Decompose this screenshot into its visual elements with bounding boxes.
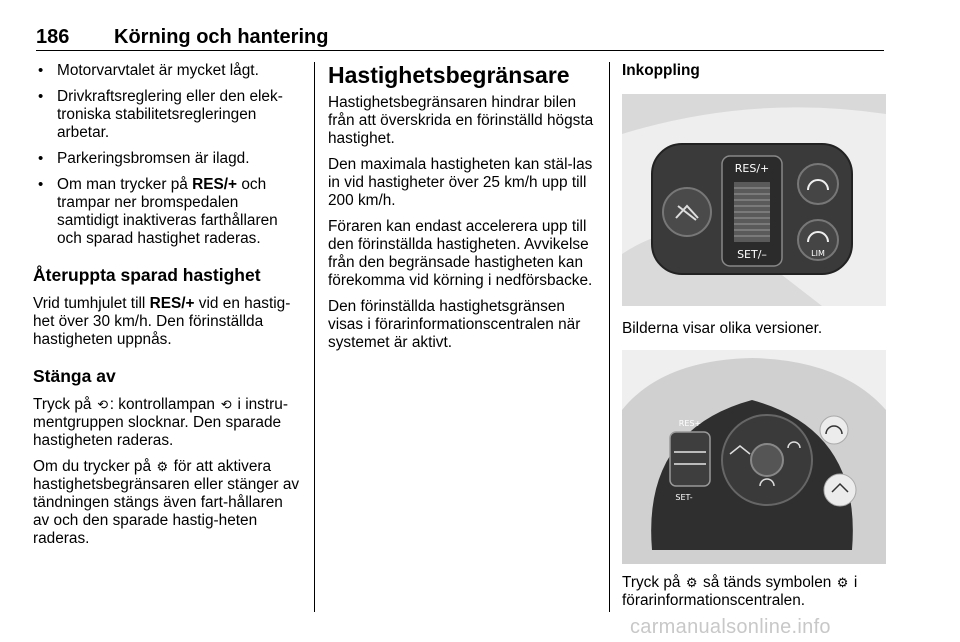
photo-label-set: SET- (675, 493, 693, 502)
photo-label-res: RES+ (678, 419, 702, 428)
steering-controls-photo-1 (622, 94, 886, 306)
limiter-icon: ⚙ (685, 575, 698, 590)
page-number: 186 (36, 26, 70, 48)
photo-label-res: RES/+ (734, 162, 770, 175)
paragraph: Hastighetsbegränsaren hindrar bilen från att överskrida en förinställd högsta hastighet. (328, 94, 594, 147)
steering-controls-photo-2 (622, 350, 886, 564)
paragraph: Den förinställda hastighetsgränsen visas i förarinformationscentralen när systemet är aktivt. (328, 298, 581, 351)
list-item: • Motorvarvtalet är mycket lågt. (33, 62, 301, 80)
list-item: • Parkeringsbromsen är ilagd. (33, 150, 301, 168)
photo-caption: Bilderna visar olika versioner. (622, 320, 823, 337)
resume-text: Vrid tumhjulet till RES/+ vid en hastig-het över 30 km/h. Den förinställda hastigheten uppnås. (33, 295, 291, 348)
paragraph: Föraren kan endast accelerera upp till den förinställda hastigheten. Avvikelse från den begränsade hastigheten kan förekomma vid körning i nedförsbacke. (328, 218, 593, 289)
section-title: Körning och hantering (114, 26, 329, 48)
cruise-icon: ⟲ (220, 397, 232, 412)
limiter-title: Hastighetsbegränsare (328, 62, 570, 88)
paragraph: Den maximala hastigheten kan stäl-las in vid hastigheter över 25 km/h upp till 200 km/h. (328, 156, 593, 209)
header-rule (36, 50, 884, 51)
key-res: RES/+ (149, 295, 195, 312)
off-text-1: Tryck på ⟲ : kontrollampan ⟲ i instru-mentgruppen slocknar. Den sparade hastigheten raderas. (33, 396, 288, 449)
photo-label-set: SET/– (737, 248, 767, 261)
page-header (36, 20, 884, 50)
off-text-2: Om du trycker på ⚙ för att aktivera hastighetsbegränsaren eller stänger av tändningen stängs även fart-hållaren av och den sparade hastig-heten raderas. (33, 458, 300, 547)
bottom-text: Tryck på ⚙ så tänds symbolen ⚙ i förarinformationscentralen. (622, 574, 858, 609)
photo-label-lim: LIM (811, 249, 825, 258)
heading-resume: Återuppta sparad hastighet (33, 265, 261, 285)
heading-off: Stänga av (33, 366, 116, 386)
column-divider (314, 62, 315, 612)
column-divider (609, 62, 610, 612)
watermark: carmanualsonline.info (630, 616, 831, 638)
column-3 (622, 62, 888, 618)
heading-activation: Inkoppling (622, 62, 700, 79)
condition-list (33, 62, 301, 248)
list-item: • Drivkraftsreglering eller den elek-troniska stabilitetsregleringen arbetar. (33, 88, 301, 142)
column-2 (328, 62, 596, 360)
limiter-icon: ⚙ (156, 459, 169, 474)
key-res: RES/+ (192, 176, 238, 193)
list-item: • Om man trycker på RES/+ och trampar ner bromspedalen samtidigt inaktiveras farthållaren och sparad hastighet raderas. (33, 176, 301, 248)
limiter-icon: ⚙ (836, 575, 849, 590)
cruise-icon: ⟲ (97, 397, 109, 412)
column-1 (33, 62, 301, 556)
